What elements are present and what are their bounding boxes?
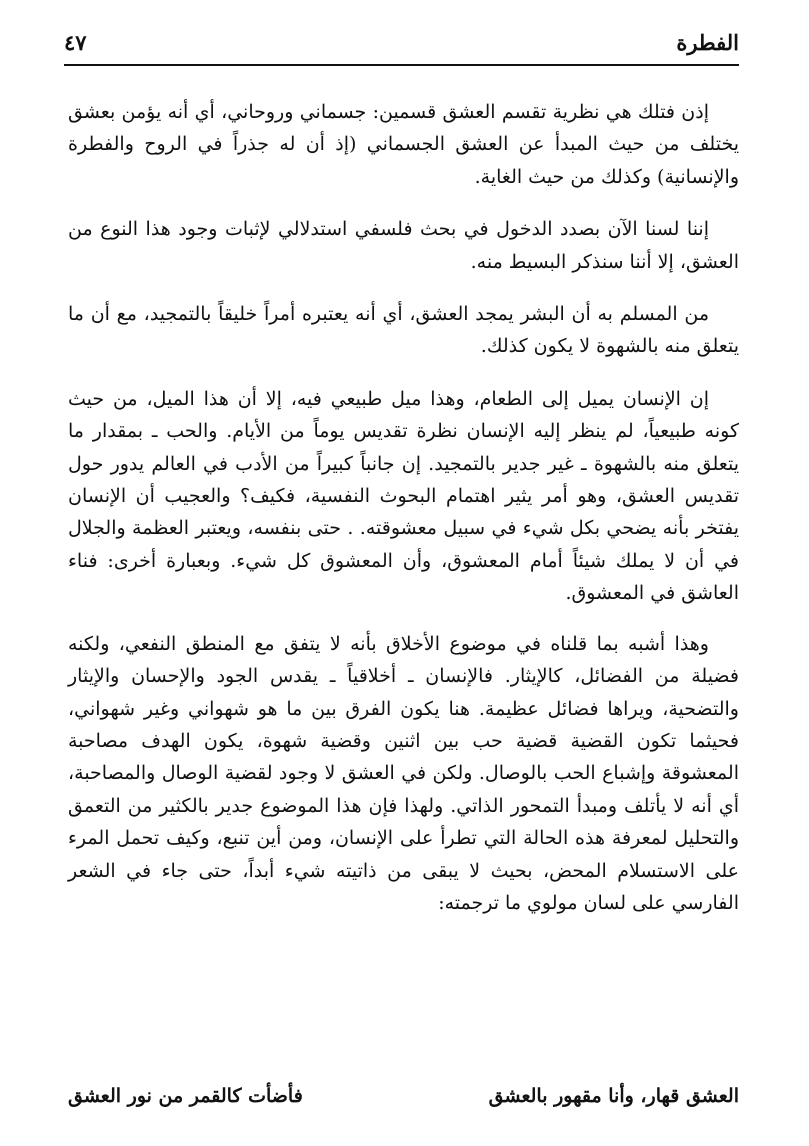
- running-header: [64, 30, 739, 64]
- body-text: [68, 96, 739, 939]
- verse-hemistich-2: فأضأت كالقمر من نور العشق: [68, 1085, 303, 1107]
- page-number: ٤٧: [64, 30, 87, 55]
- paragraph-2: إننا لسنا الآن بصدد الدخول في بحث فلسفي استدلالي لإثبات وجود هذا النوع من العشق، إلا أننا سنذكر البسيط منه.: [68, 218, 739, 273]
- verse-hemistich-1: العشق قهار، وأنا مقهور بالعشق: [488, 1085, 739, 1107]
- paragraph-4: إن الإنسان يميل إلى الطعام، وهذا ميل طبيعي فيه، إلا أن هذا الميل، من حيث كونه طبيعياً، لم ينظر إليه الإنسان نظرة تقديس يوماً من الأيام. والحب ـ بمقدار ما يتعلق منه بالشهوة ـ غير جدير بالتمجيد. إن جانباً كبيراً من الأدب في العالم يدور حول تقديس العشق، وهو أمر يثير اهتمام البحوث النفسية، فكيف؟ والعجيب أن الإنسان يفتخر بأنه يضحي بكل شيء في سبيل معشوقته. . حتى بنفسه، ويعتبر العظمة والجلال في أن لا يملك شيئاً أمام المعشوق، وأن المعشوق كل شيء. وبعبارة أخرى: فناء العاشق في المعشوق.: [68, 387, 739, 605]
- paragraph-3: من المسلم به أن البشر يمجد العشق، أي أنه يعتبره أمراً خليقاً بالتمجيد، مع أن ما يتعلق منه بالشهوة لا يكون كذلك.: [68, 303, 739, 358]
- chapter-title: الفطرة: [676, 30, 739, 55]
- header-rule: [64, 64, 739, 66]
- poem-verse: [68, 1085, 739, 1121]
- paragraph-5: وهذا أشبه بما قلناه في موضوع الأخلاق بأنه لا يتفق مع المنطق النفعي، ولكنه فضيلة من الفضائل، كالإيثار. فالإنسان ـ أخلاقياً ـ يقدس الجود والإحسان والإيثار والتضحية، ويراها فضائل عظيمة. هنا يكون الفرق بين ما هو شهواني وغير شهواني، فحيثما تكون القضية قضية حب بين اثنين وقضية شهوة، يكون الهدف مصاحبة المعشوقة وإشباع الحب بالوصال. ولكن في العشق لا وجود لقضية الوصال والمصاحبة، أي أنه لا يأتلف ومبدأ التمحور الذاتي. ولهذا فإن هذا الموضوع جدير بالكثير من التعمق والتحليل لمعرفة هذه الحالة التي تطرأ على الإنسان، ومن أين تنبع، وكيف تحمل المرء على الاستسلام المحض، بحيث لا يبقى من ذاتيته شيء أبداً، حتى جاء في الشعر الفارسي على لسان مولوي ما ترجمته:: [68, 632, 739, 914]
- paragraph-1: إذن فتلك هي نظرية تقسم العشق قسمين: جسماني وروحاني، أي أنه يؤمن بعشق يختلف من حيث المبدأ عن العشق الجسماني (إذ أن له جذراً في الروح والفطرة والإنسانية) وكذلك من حيث الغاية.: [68, 101, 739, 188]
